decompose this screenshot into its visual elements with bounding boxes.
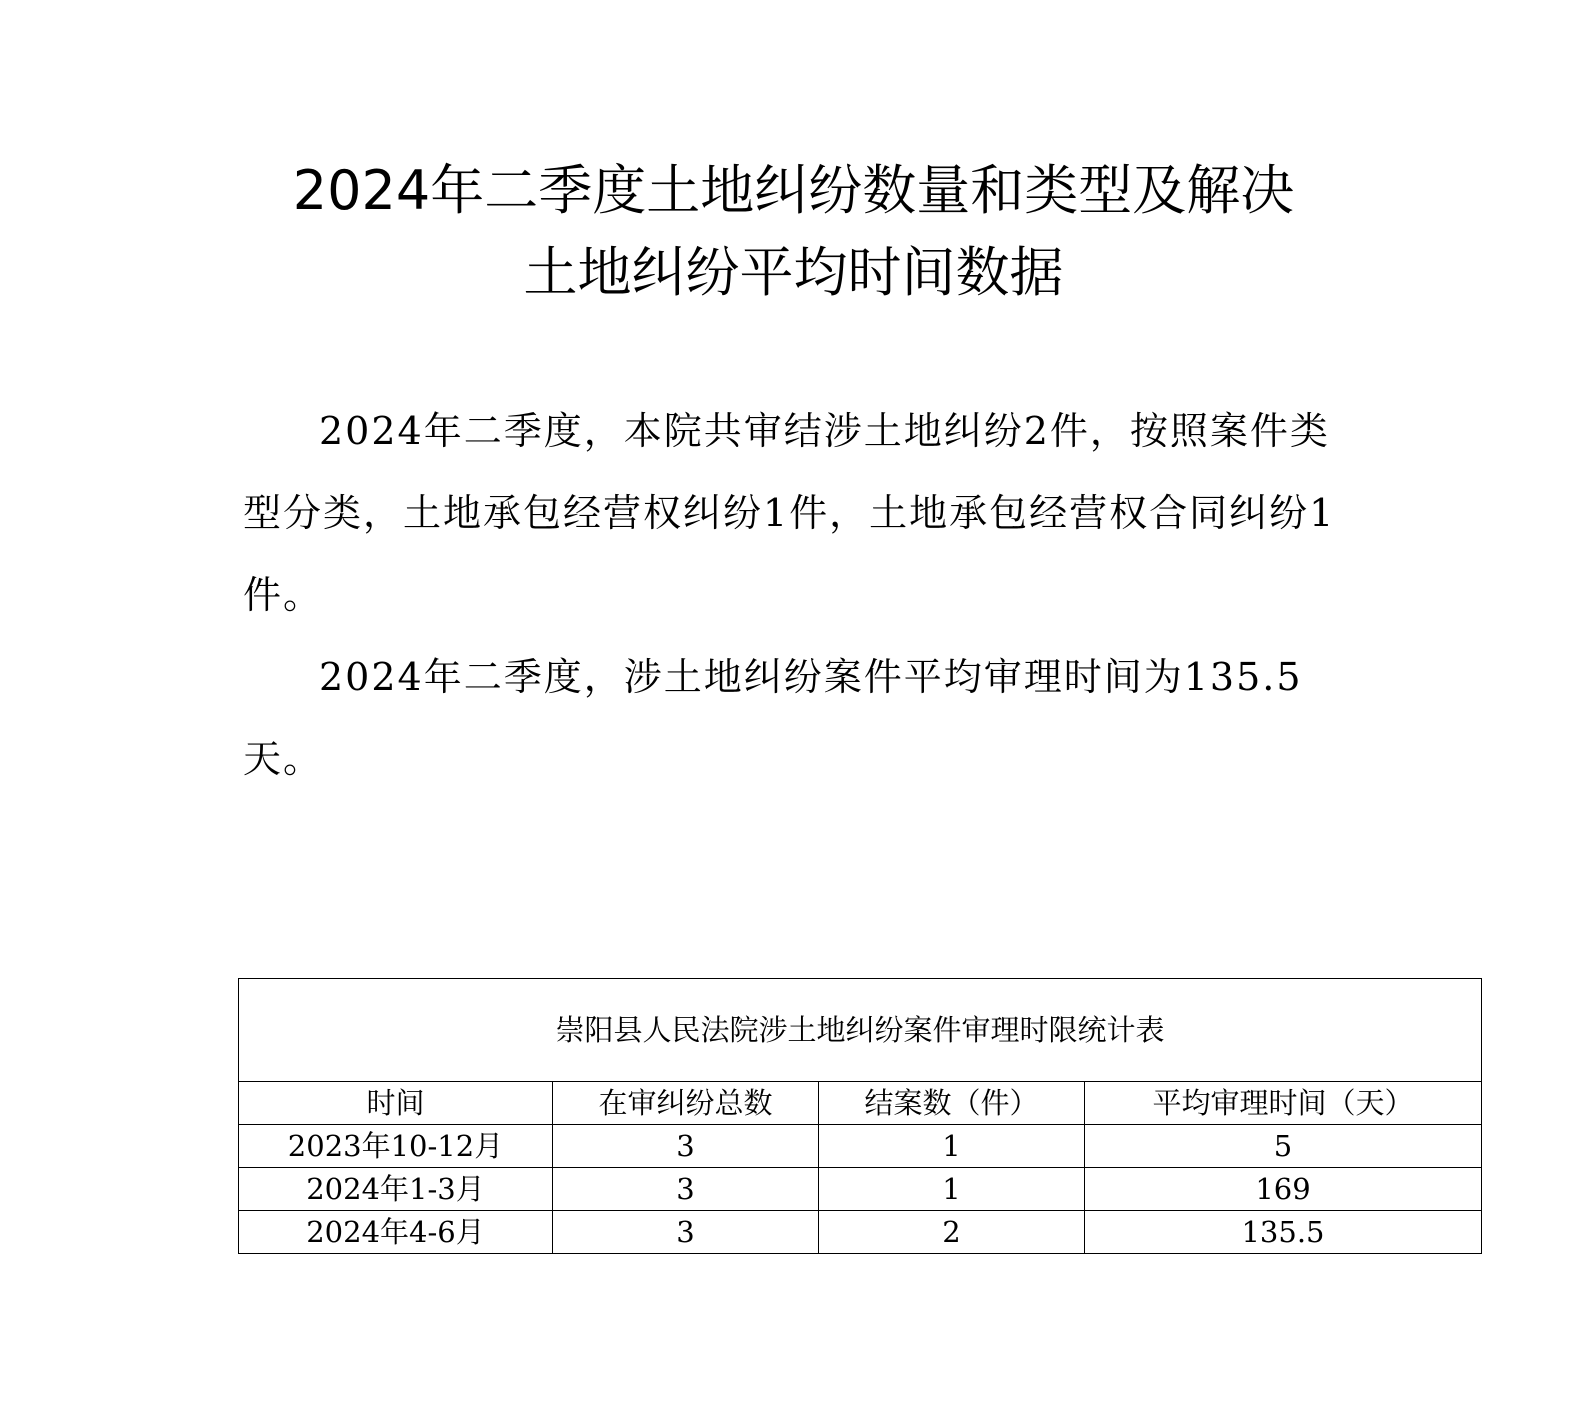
statistics-table xyxy=(238,978,1482,1254)
cell-time: 2024年4-6月 xyxy=(239,1211,553,1254)
header-average-days: 平均审理时间（天） xyxy=(1085,1082,1482,1125)
paragraph-case-count: 2024年二季度，本院共审结涉土地纠纷2件，按照案件类型分类，土地承包经营权纠纷1件，土地承包经营权合同纠纷1件。 xyxy=(243,409,1336,617)
cell-pending-total: 3 xyxy=(553,1125,819,1168)
table-caption: 崇阳县人民法院涉土地纠纷案件审理时限统计表 xyxy=(239,979,1482,1082)
table-row xyxy=(239,1168,1482,1211)
header-closed-count: 结案数（件） xyxy=(819,1082,1085,1125)
cell-closed-count: 2 xyxy=(819,1211,1085,1254)
cell-average-days: 5 xyxy=(1085,1125,1482,1168)
cell-average-days: 135.5 xyxy=(1085,1211,1482,1254)
cell-average-days: 169 xyxy=(1085,1168,1482,1211)
header-time: 时间 xyxy=(239,1082,553,1125)
title-line-2: 土地纠纷平均时间数据 xyxy=(523,241,1064,304)
table-header-row xyxy=(239,1082,1482,1125)
document-body xyxy=(243,390,1343,800)
cell-closed-count: 1 xyxy=(819,1125,1085,1168)
cell-time: 2024年1-3月 xyxy=(239,1168,553,1211)
table-row xyxy=(239,1211,1482,1254)
cell-closed-count: 1 xyxy=(819,1168,1085,1211)
cell-pending-total: 3 xyxy=(553,1211,819,1254)
document-title xyxy=(200,150,1387,314)
header-pending-total: 在审纠纷总数 xyxy=(553,1082,819,1125)
table-caption-row xyxy=(239,979,1482,1082)
cell-time: 2023年10-12月 xyxy=(239,1125,553,1168)
paragraph-average-time: 2024年二季度，涉土地纠纷案件平均审理时间为135.5天。 xyxy=(243,655,1303,781)
table-row xyxy=(239,1125,1482,1168)
title-line-1: 2024年二季度土地纠纷数量和类型及解决 xyxy=(292,159,1295,222)
cell-pending-total: 3 xyxy=(553,1168,819,1211)
